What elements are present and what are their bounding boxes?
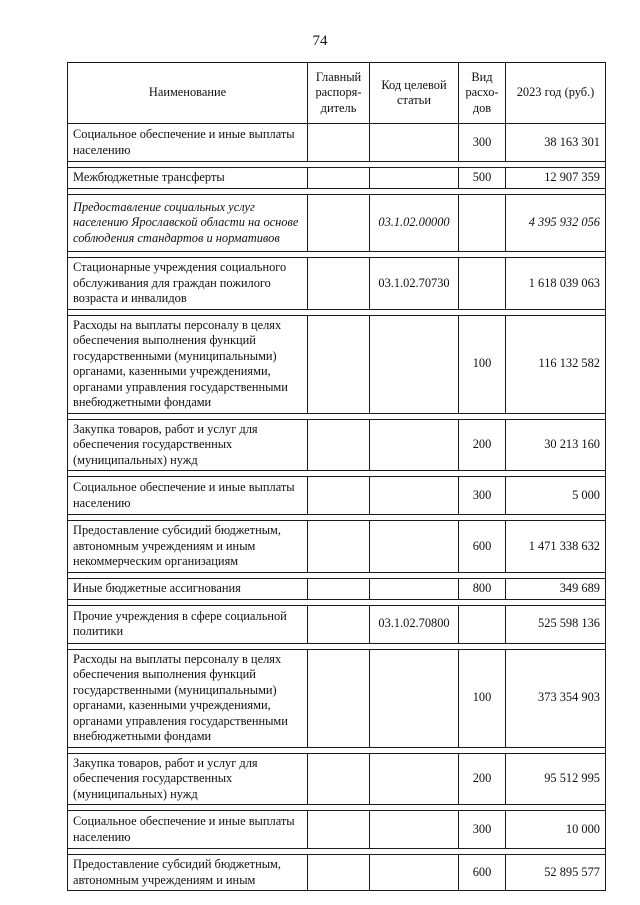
- cell-code: [370, 315, 459, 413]
- page-number: 74: [312, 33, 328, 49]
- cell-kind: 600: [459, 855, 506, 891]
- cell-code: [370, 753, 459, 805]
- cell-amount: 4 395 932 056: [506, 195, 606, 252]
- cell-admin: [308, 315, 370, 413]
- cell-code: [370, 419, 459, 471]
- cell-kind: 800: [459, 578, 506, 599]
- cell-kind: 200: [459, 753, 506, 805]
- cell-amount: 1 618 039 063: [506, 258, 606, 310]
- cell-kind: [459, 195, 506, 252]
- table-row: [68, 419, 606, 471]
- table-row: [68, 258, 606, 310]
- table-row: [68, 605, 606, 643]
- cell-name: Закупка товаров, работ и услуг для обеспечения государственных (муниципальных) нужд: [68, 753, 308, 805]
- cell-kind: 300: [459, 124, 506, 162]
- cell-code: [370, 649, 459, 747]
- cell-kind: 600: [459, 521, 506, 573]
- cell-amount: 30 213 160: [506, 419, 606, 471]
- cell-amount: 38 163 301: [506, 124, 606, 162]
- cell-kind: 300: [459, 477, 506, 515]
- cell-name: Межбюджетные трансферты: [68, 168, 308, 189]
- header-kind: Вид расхо-дов: [459, 63, 506, 124]
- cell-admin: [308, 605, 370, 643]
- cell-name: Закупка товаров, работ и услуг для обеспечения государственных (муниципальных) нужд: [68, 419, 308, 471]
- table-header: [68, 63, 606, 124]
- cell-admin: [308, 419, 370, 471]
- cell-amount: 525 598 136: [506, 605, 606, 643]
- table-row: [68, 124, 606, 162]
- cell-code: 03.1.02.70800: [370, 605, 459, 643]
- cell-name: Расходы на выплаты персоналу в целях обеспечения выполнения функций государственными (муниципальными) органами, казенными учреждениями, органами управления государственными внебюджетными фондами: [68, 649, 308, 747]
- header-name: Наименование: [68, 63, 308, 124]
- cell-amount: 373 354 903: [506, 649, 606, 747]
- budget-table: [67, 62, 606, 891]
- cell-code: [370, 811, 459, 849]
- cell-name: Предоставление социальных услуг населению Ярославской области на основе соблюдения стандартов и нормативов: [68, 195, 308, 252]
- cell-code: 03.1.02.70730: [370, 258, 459, 310]
- cell-admin: [308, 811, 370, 849]
- cell-code: [370, 521, 459, 573]
- cell-amount: 1 471 338 632: [506, 521, 606, 573]
- cell-name: Социальное обеспечение и иные выплаты населению: [68, 477, 308, 515]
- cell-admin: [308, 855, 370, 891]
- table-row: [68, 315, 606, 413]
- cell-code: [370, 124, 459, 162]
- cell-admin: [308, 258, 370, 310]
- cell-admin: [308, 578, 370, 599]
- cell-amount: 95 512 995: [506, 753, 606, 805]
- table-row: [68, 855, 606, 891]
- header-amount: 2023 год (руб.): [506, 63, 606, 124]
- cell-name: Стационарные учреждения социального обслуживания для граждан пожилого возраста и инвалидов: [68, 258, 308, 310]
- cell-admin: [308, 521, 370, 573]
- cell-amount: 10 000: [506, 811, 606, 849]
- cell-admin: [308, 168, 370, 189]
- cell-admin: [308, 195, 370, 252]
- cell-name: Социальное обеспечение и иные выплаты населению: [68, 124, 308, 162]
- header-code: Код целевой статьи: [370, 63, 459, 124]
- header-row: [68, 63, 606, 124]
- cell-amount: 349 689: [506, 578, 606, 599]
- table-body: [68, 124, 606, 891]
- cell-code: [370, 477, 459, 515]
- cell-kind: 100: [459, 649, 506, 747]
- cell-name: Иные бюджетные ассигнования: [68, 578, 308, 599]
- table-row: [68, 753, 606, 805]
- table-row: [68, 168, 606, 189]
- cell-kind: [459, 605, 506, 643]
- cell-name: Прочие учреждения в сфере социальной политики: [68, 605, 308, 643]
- cell-admin: [308, 124, 370, 162]
- cell-name: Социальное обеспечение и иные выплаты населению: [68, 811, 308, 849]
- cell-kind: 300: [459, 811, 506, 849]
- cell-admin: [308, 477, 370, 515]
- cell-kind: 500: [459, 168, 506, 189]
- cell-amount: 52 895 577: [506, 855, 606, 891]
- cell-admin: [308, 753, 370, 805]
- cell-code: [370, 855, 459, 891]
- cell-code: [370, 578, 459, 599]
- cell-amount: 5 000: [506, 477, 606, 515]
- table-row: [68, 521, 606, 573]
- cell-name: Предоставление субсидий бюджетным, автономным учреждениям и иным некоммерческим организациям: [68, 521, 308, 573]
- table-row: [68, 578, 606, 599]
- cell-code: 03.1.02.00000: [370, 195, 459, 252]
- cell-name: Предоставление субсидий бюджетным, автономным учреждениям и иным: [68, 855, 308, 891]
- cell-amount: 12 907 359: [506, 168, 606, 189]
- cell-amount: 116 132 582: [506, 315, 606, 413]
- cell-name: Расходы на выплаты персоналу в целях обеспечения выполнения функций государственными (муниципальными) органами, казенными учреждениями, органами управления государственными внебюджетными фондами: [68, 315, 308, 413]
- header-admin: Главный распоря-дитель: [308, 63, 370, 124]
- cell-code: [370, 168, 459, 189]
- table-row: [68, 649, 606, 747]
- table-row: [68, 811, 606, 849]
- table-row: [68, 195, 606, 252]
- cell-admin: [308, 649, 370, 747]
- cell-kind: [459, 258, 506, 310]
- table-row: [68, 477, 606, 515]
- cell-kind: 100: [459, 315, 506, 413]
- cell-kind: 200: [459, 419, 506, 471]
